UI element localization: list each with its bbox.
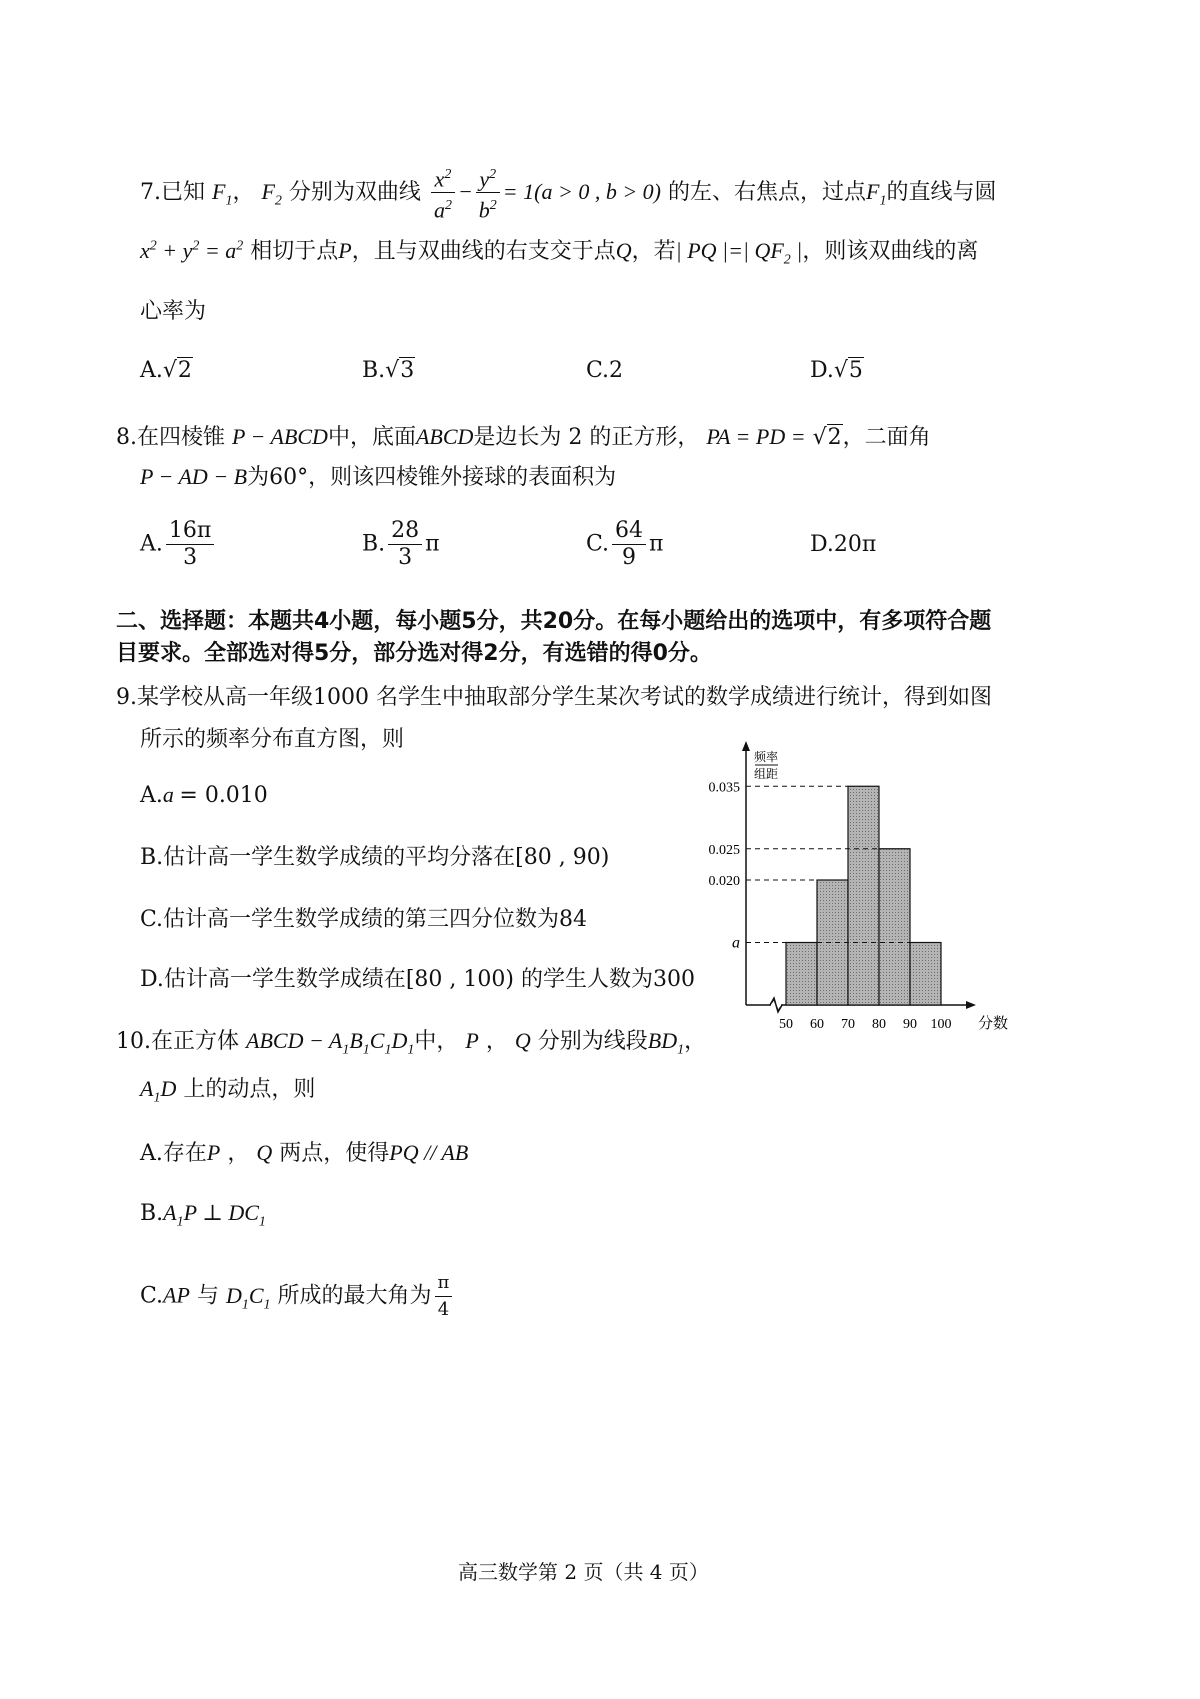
histogram-bar: [848, 786, 879, 1005]
section2-heading-line1: 二、选择题：本题共4小题，每小题5分，共20分。在每小题给出的选项中，有多项符合题: [116, 609, 992, 634]
x-tick-label: 80: [872, 1017, 886, 1032]
q9-option-b: B.估计高一学生数学成绩的平均分落在[80 , 90): [140, 845, 610, 870]
q9-option-c: C.估计高一学生数学成绩的第三四分位数为84: [140, 907, 588, 932]
page-footer: 高三数学第 2 页（共 4 页）: [458, 1560, 709, 1584]
q10-option-a: A.存在P ， Q 两点，使得PQ // AB: [140, 1140, 469, 1166]
q10-option-c: C.AP 与 $D_1C_1$ 所成的最大角为 $\frac{\pi}{4}$: [140, 1270, 455, 1323]
q10-number: 10.: [116, 1029, 151, 1054]
q9-number: 9.: [116, 685, 137, 710]
q9-option-a: A.a = 0.010: [140, 782, 268, 808]
q8-number: 8.: [116, 425, 137, 450]
hyperbola-frac-x: $\frac{x^2}{a^2}$: [431, 162, 455, 224]
q8-option-d: D.20π: [810, 532, 877, 557]
x-axis-arrow: [966, 1001, 976, 1009]
q8-line1: 8.在四棱锥 P − ABCD中，底面ABCD是边长为 2 的正方形， PA = PD = √2，二面角: [116, 424, 931, 450]
histogram-bar: [910, 943, 941, 1006]
x-tick-label: 60: [810, 1017, 824, 1032]
y-axis-arrow: [742, 741, 750, 751]
y-axis-label-top: 频率: [753, 750, 779, 764]
frequency-histogram: [700, 735, 1010, 1040]
y-tick-label: 0.035: [708, 780, 740, 796]
x-tick-label: 90: [903, 1017, 917, 1032]
q9-option-d: D.估计高一学生数学成绩在[80 , 100) 的学生人数为300: [140, 967, 695, 992]
q7-line3: 心率为: [140, 299, 207, 324]
y-axis-label-bottom: 组距: [753, 767, 779, 781]
q7-line1: 7.已知 $F_1$， $F_2$ 分别为双曲线 $\frac{x^2}{a^2}$ − $\frac{y^2}{b^2}$ = 1(a > 0 , b > 0) 的左、右焦点，过点$F_1$的直线与圆: [140, 162, 996, 224]
q8-option-b: B. $\frac{28}{3}$ π: [362, 518, 440, 570]
x-tick-label: 100: [930, 1017, 952, 1032]
q8-option-a: A. $\frac{16\pi}{3}$: [140, 518, 217, 571]
x-tick-label: 70: [841, 1017, 855, 1032]
q7-line2: $x^2 + y^2 = a^2$ 相切于点P，且与双曲线的右支交于点Q，若| PQ |=| $QF_2$ |，则该双曲线的离: [140, 238, 979, 268]
q7-option-a: A.√2: [140, 358, 192, 383]
x-tick-label: 50: [779, 1017, 793, 1032]
x-axis-label: 分数: [978, 1016, 1009, 1032]
section2-heading-line2: 目要求。全部选对得5分，部分选对得2分，有选错的得0分。: [116, 641, 712, 666]
q9-line1: 9.某学校从高一年级1000 名学生中抽取部分学生某次考试的数学成绩进行统计，得到如图: [116, 685, 992, 710]
q7-option-c: C.2: [586, 358, 624, 383]
q9-line2: 所示的频率分布直方图，则: [140, 727, 405, 752]
q10-line2: $A_1D$ 上的动点，则: [140, 1076, 316, 1106]
q7-number: 7.: [140, 179, 161, 205]
histogram-bar: [786, 943, 817, 1006]
q8-line2: P − AD − B为60°，则该四棱锥外接球的表面积为: [140, 464, 617, 490]
y-tick-label: a: [732, 934, 740, 952]
q8-option-c: C. $\frac{64}{9}$ π: [586, 518, 664, 570]
histogram-bar: [879, 849, 910, 1005]
q10-line1: 10.在正方体 ABCD − $A_1B_1C_1D_1$中， P ， Q 分别为线段$BD_1$，: [116, 1028, 707, 1058]
hyperbola-frac-y: $\frac{y^2}{b^2}$: [476, 162, 500, 224]
y-tick-label: 0.025: [708, 842, 740, 858]
q10-option-b: $B.A_1P$ ⊥ $DC_1$: [140, 1200, 266, 1230]
y-tick-label: 0.020: [708, 874, 740, 889]
q7-option-b: B.√3: [362, 358, 415, 383]
q7-option-d: D.√5: [810, 358, 863, 383]
